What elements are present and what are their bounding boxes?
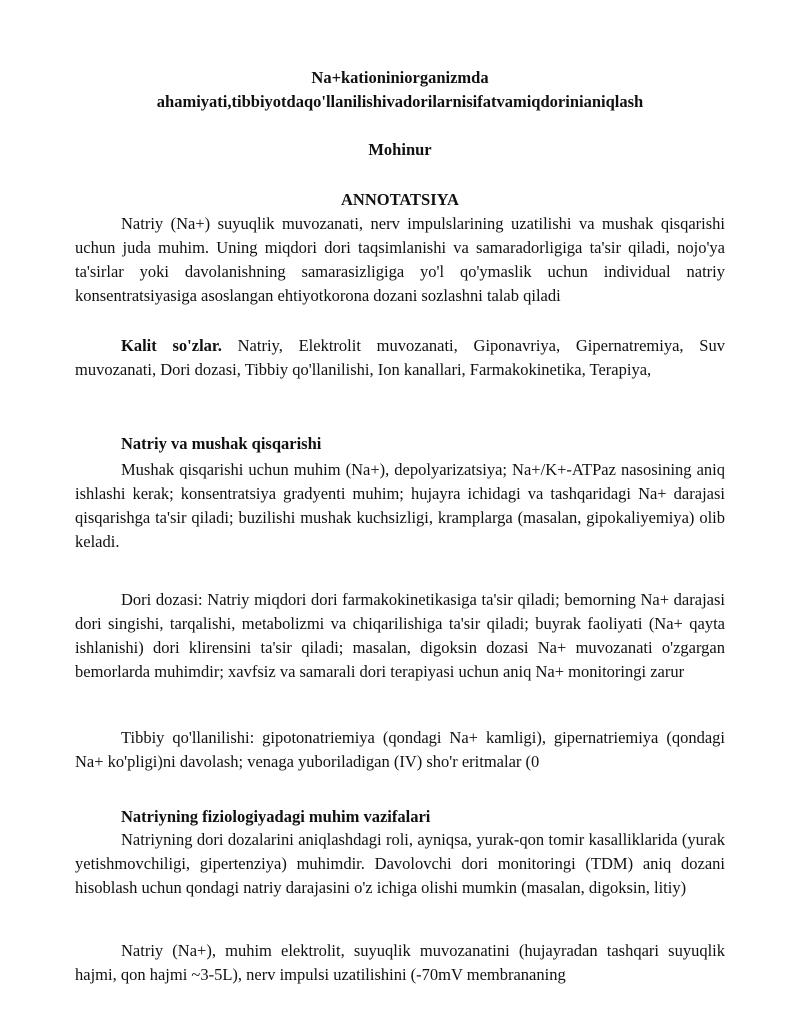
keywords-label: Kalit so'zlar. [121, 336, 222, 355]
annotation-heading: ANNOTATSIYA [341, 190, 459, 209]
physiology-paragraph: Natriyning dori dozalarini aniqlashdagi roli, ayniqsa, yurak-qon tomir kasalliklarida (yurak yetishmovchiligi, gipertenziya) muhimdir. Davolovchi dori monitoringi (TDM) aniq dozani hisoblash uchun qondagi natriy darajasini o'z ichiga olishi mumkin (masalan, digoksin, litiy) [75, 830, 725, 897]
section-heading-physiology: Natriyning fiziologiyadagi muhim vazifalari [121, 807, 431, 826]
annotation-paragraph: Natriy (Na+) suyuqlik muvozanati, nerv impulslarining uzatilishi va mushak qisqarishi uchun juda muhim. Uning miqdori dori taqsimlanishi va samaradorligiga ta'sir qiladi, nojo'ya ta'sirlar yoki davolanishning samarasizligiga yo'l qo'ymaslik uchun individual natriy konsentratsiyasiga asoslangan ehtiyotkorona dozani sozlashni talab qiladi [75, 214, 725, 305]
dose-paragraph: Dori dozasi: Natriy miqdori dori farmakokinetikasiga ta'sir qiladi; bemorning Na+ darajasi dori singishi, tarqalishi, metabolizmi va chiqarilishiga ta'sir qiladi; buyrak faoliyati (Na+ qayta ishlanishi) dori klirensini ta'sir qiladi; masalan, digoksin dozasi Na+ muvozanati o'zgargan bemorlarda muhimdir; xavfsiz va samarali dori terapiyasi uchun aniq Na+ monitoringi zarur [75, 590, 725, 681]
keywords-paragraph [75, 334, 725, 382]
document-title-line-1: Na+kationiniorganizmda [311, 68, 489, 87]
muscle-contraction-paragraph: Mushak qisqarishi uchun muhim (Na+), depolyarizatsiya; Na+/K+-ATPaz nasosining aniq ishlashi kerak; konsentratsiya gradyenti muhim; hujayra ichidagi va tashqaridagi Na+ darajasi qisqarishga ta'sir qiladi; buzilishi mushak kuchsizligi, kramplarga (masalan, gipokaliyemiya) olib keladi. [75, 460, 725, 551]
document-title-line-2: ahamiyati,tibbiyotdaqo'llanilishivadorilarnisifatvamiqdorinianiqlash [156, 92, 644, 111]
author-name: Mohinur [368, 140, 432, 159]
sodium-electrolyte-paragraph: Natriy (Na+), muhim elektrolit, suyuqlik muvozanatini (hujayradan tashqari suyuqlik hajmi, qon hajmi ~3-5L), nerv impulsi uzatilishini (-70mV membrananing [75, 941, 725, 984]
keywords-text: Natriy, Elektrolit muvozanati, Giponavriya, Gipernatremiya, Suv muvozanati, Dori dozasi, Tibbiy qo'llanilishi, Ion kanallari, Farmakokinetika, Terapiya, [75, 336, 725, 379]
medical-use-paragraph: Tibbiy qo'llanilishi: gipotonatriemiya (qondagi Na+ kamligi), gipernatriemiya (qondagi Na+ ko'pligi)ni davolash; venaga yuboriladigan (IV) sho'r eritmalar (0 [75, 728, 725, 771]
section-heading-muscle-contraction: Natriy va mushak qisqarishi [121, 434, 322, 453]
